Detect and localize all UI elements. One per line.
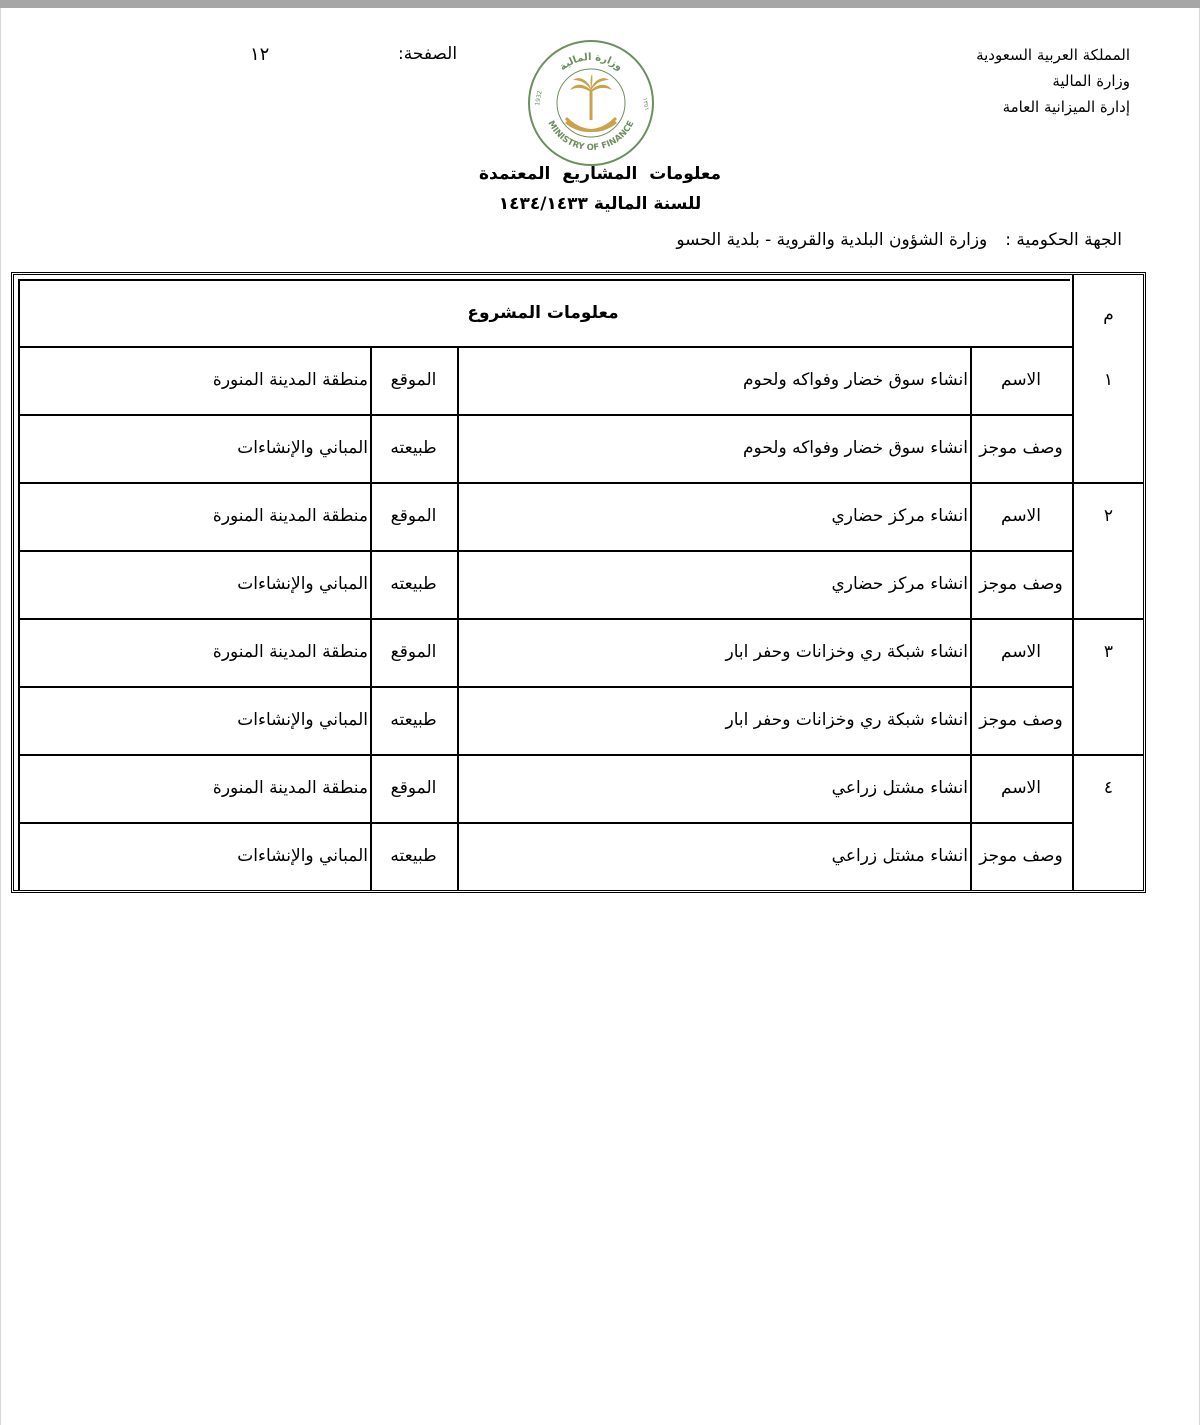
nature-label: طبيعته	[390, 710, 437, 730]
middle-divider	[457, 754, 459, 890]
label-column-divider	[970, 482, 972, 618]
table-left-line	[18, 754, 20, 890]
middle-divider	[457, 482, 459, 618]
project-nature: المباني والإنشاءات	[237, 846, 368, 866]
description-label: وصف موجز	[979, 574, 1063, 594]
viewer-top-strip	[0, 0, 1200, 8]
project-description: انشاء مركز حضاري	[831, 574, 968, 594]
location-label: الموقع	[390, 642, 437, 662]
project-name: انشاء مشتل زراعي	[831, 778, 968, 798]
table-left-line	[18, 618, 20, 754]
nature-label: طبيعته	[390, 438, 437, 458]
name-label: الاسم	[1001, 506, 1041, 526]
government-entity	[676, 230, 1122, 250]
location-label-divider	[370, 346, 372, 482]
description-label: وصف موجز	[979, 438, 1063, 458]
projects-table	[11, 272, 1146, 893]
project-number: ٣	[1103, 642, 1114, 662]
label-column-divider	[970, 754, 972, 890]
description-label: وصف موجز	[979, 846, 1063, 866]
kingdom-name: المملكة العربية السعودية	[976, 46, 1130, 64]
location-label: الموقع	[390, 778, 437, 798]
ministry-name: وزارة المالية	[1052, 72, 1130, 90]
project-nature: المباني والإنشاءات	[237, 710, 368, 730]
label-column-divider	[970, 346, 972, 482]
name-label: الاسم	[1001, 370, 1041, 390]
project-description: انشاء مشتل زراعي	[831, 846, 968, 866]
number-column-header: م	[1103, 305, 1114, 325]
project-location: منطقة المدينة المنورة	[212, 642, 368, 662]
seal-arabic-text: وزارة المالية	[557, 51, 625, 74]
group-divider	[18, 482, 1143, 484]
info-column-header: معلومات المشروع	[467, 303, 619, 323]
fiscal-year-subtitle: للسنة المالية ١٤٣٤/١٤٣٣	[498, 194, 702, 214]
issuer-block	[870, 42, 1130, 120]
middle-divider	[457, 346, 459, 482]
name-label: الاسم	[1001, 778, 1041, 798]
project-name: انشاء مركز حضاري	[831, 506, 968, 526]
project-number: ٤	[1103, 778, 1114, 798]
row-divider	[18, 822, 1072, 824]
project-location: منطقة المدينة المنورة	[212, 506, 368, 526]
row-divider	[18, 550, 1072, 552]
row-divider	[18, 686, 1072, 688]
government-entity-label: الجهة الحكومية :	[1005, 230, 1122, 250]
ministry-of-finance-seal	[526, 38, 656, 168]
seal-english-text: MINISTRY OF FINANCE	[545, 119, 637, 154]
document-title: معلومات المشاريع المعتمدة	[478, 164, 721, 184]
table-left-line	[18, 482, 20, 618]
page-number: ١٢	[250, 44, 270, 65]
location-label-divider	[370, 754, 372, 890]
nature-label: طبيعته	[390, 846, 437, 866]
group-divider	[18, 618, 1143, 620]
department-name: إدارة الميزانية العامة	[1002, 98, 1130, 116]
project-name: انشاء سوق خضار وفواكه ولحوم	[743, 370, 968, 390]
page-label: الصفحة:	[398, 44, 458, 64]
seal-year-right: ١٣٥١	[641, 97, 651, 112]
project-location: منطقة المدينة المنورة	[212, 370, 368, 390]
project-nature: المباني والإنشاءات	[237, 438, 368, 458]
project-number: ٢	[1103, 506, 1114, 526]
header-top-line	[18, 279, 1070, 281]
project-description: انشاء شبكة ري وخزانات وحفر ابار	[725, 710, 968, 730]
project-nature: المباني والإنشاءات	[237, 574, 368, 594]
projects-table-grid	[14, 275, 1143, 890]
location-label-divider	[370, 482, 372, 618]
nature-label: طبيعته	[390, 574, 437, 594]
table-left-line	[18, 346, 20, 482]
location-label: الموقع	[390, 370, 437, 390]
seal-year-left: 1932	[534, 90, 544, 107]
location-label-divider	[370, 618, 372, 754]
name-label: الاسم	[1001, 642, 1041, 662]
middle-divider	[457, 618, 459, 754]
label-column-divider	[970, 618, 972, 754]
project-location: منطقة المدينة المنورة	[212, 778, 368, 798]
group-divider	[18, 754, 1143, 756]
header-bottom-line	[18, 346, 1072, 348]
project-name: انشاء شبكة ري وخزانات وحفر ابار	[725, 642, 968, 662]
row-divider	[18, 414, 1072, 416]
description-label: وصف موجز	[979, 710, 1063, 730]
palm-swords-emblem	[566, 74, 616, 131]
government-entity-value: وزارة الشؤون البلدية والقروية - بلدية الحسو	[676, 230, 988, 250]
location-label: الموقع	[390, 506, 437, 526]
project-number: ١	[1103, 370, 1114, 390]
project-description: انشاء سوق خضار وفواكه ولحوم	[743, 438, 968, 458]
